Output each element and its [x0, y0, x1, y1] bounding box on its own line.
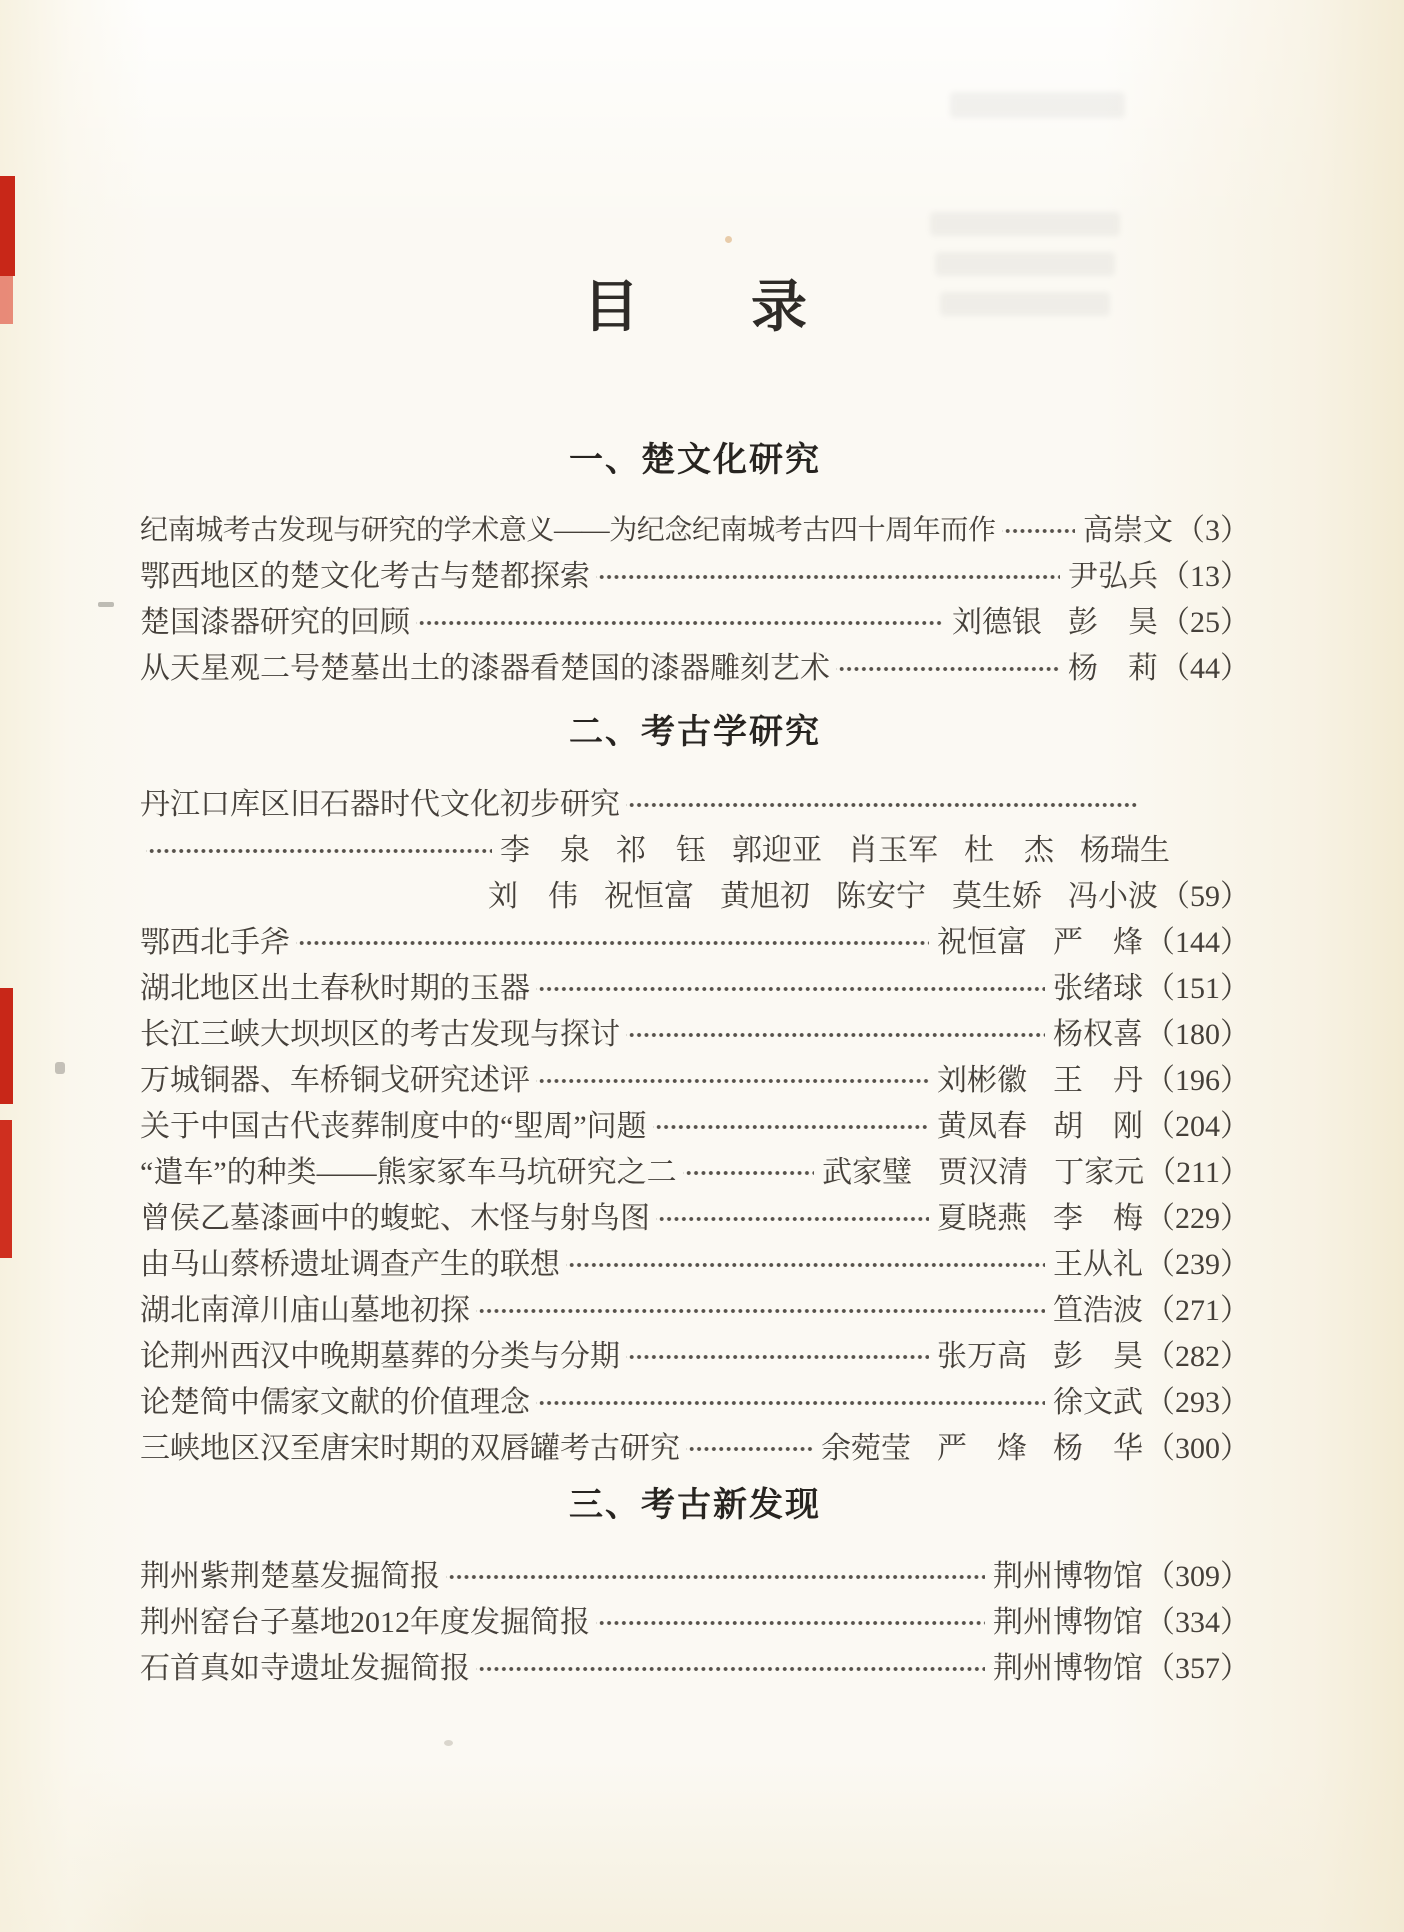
toc-entry — [140, 1242, 1250, 1288]
page-number: （13） — [1160, 560, 1250, 593]
page-number: （282） — [1145, 1340, 1250, 1373]
toc-entry — [140, 1104, 1250, 1150]
author-name: 张万高 — [937, 1340, 1027, 1373]
author-list — [821, 1426, 1143, 1472]
author-name: 杨 华 — [1053, 1432, 1143, 1465]
dotted-leader — [836, 646, 1060, 692]
dotted-leader — [296, 920, 929, 966]
dotted-leader — [1002, 508, 1075, 554]
scan-speck — [98, 602, 114, 607]
book-cover-red-edge — [0, 276, 13, 324]
author-name: 刘彬徽 — [937, 1064, 1027, 1097]
author-list — [993, 1600, 1143, 1646]
page-number: （196） — [1145, 1064, 1250, 1097]
page-number: （180） — [1145, 1018, 1250, 1051]
dotted-leader — [596, 554, 1060, 600]
author-list — [1068, 554, 1158, 600]
author-list — [488, 874, 1158, 920]
toc-entry — [140, 600, 1250, 646]
section-heading: 二、考古学研究 — [569, 713, 821, 751]
entry-title: “遣车”的种类——熊家冢车马坑研究之二 — [140, 1156, 677, 1189]
page-number: （44） — [1160, 652, 1250, 685]
toc-entry — [140, 920, 1250, 966]
toc-entry — [140, 874, 1250, 920]
dotted-leader — [566, 1242, 1045, 1288]
dotted-leader — [626, 782, 1137, 828]
author-name: 杨 莉 — [1068, 652, 1158, 685]
scan-speck — [55, 1062, 65, 1074]
toc-entry — [140, 1426, 1250, 1472]
toc-entry — [140, 1288, 1250, 1334]
entry-title: 荆州紫荆楚墓发掘简报 — [140, 1560, 440, 1593]
author-name: 郭迎亚 — [732, 834, 822, 867]
author-name: 荆州博物馆 — [993, 1652, 1143, 1685]
page-number: （229） — [1145, 1202, 1250, 1235]
dotted-leader — [656, 1196, 929, 1242]
author-name: 彭 昊 — [1053, 1340, 1143, 1373]
page-number: （151） — [1145, 972, 1250, 1005]
entry-title: 纪南城考古发现与研究的学术意义——为纪念纪南城考古四十周年而作 — [140, 515, 996, 546]
author-list — [937, 1196, 1143, 1242]
page-number: （271） — [1145, 1294, 1250, 1327]
toc-entry — [140, 1150, 1250, 1196]
entry-title: 由马山蔡桥遗址调查产生的联想 — [140, 1248, 560, 1281]
page-number: （293） — [1145, 1386, 1250, 1419]
entry-title: 万城铜器、车桥铜戈研究述评 — [140, 1064, 530, 1097]
author-name: 武家璧 — [822, 1156, 913, 1189]
dotted-leader — [476, 1288, 1045, 1334]
page-number: （309） — [1145, 1560, 1250, 1593]
author-name: 丁家元 — [1054, 1156, 1145, 1189]
entry-title: 楚国漆器研究的回顾 — [140, 606, 410, 639]
toc-entry — [140, 1058, 1250, 1104]
author-name: 黄凤春 — [937, 1110, 1027, 1143]
author-name: 夏晓燕 — [937, 1202, 1027, 1235]
author-list — [1068, 646, 1158, 692]
page-number: （300） — [1145, 1432, 1250, 1465]
dotted-leader — [683, 1150, 814, 1196]
entry-title: 湖北南漳川庙山墓地初探 — [140, 1294, 470, 1327]
dotted-leader — [653, 1104, 929, 1150]
page-number: （3） — [1175, 514, 1250, 547]
author-name: 杨瑞生 — [1080, 834, 1170, 867]
entry-title: 湖北地区出土春秋时期的玉器 — [140, 972, 530, 1005]
author-name: 荆州博物馆 — [993, 1560, 1143, 1593]
dotted-leader — [536, 966, 1045, 1012]
entry-title: 鄂西北手斧 — [140, 926, 290, 959]
author-name: 肖玉军 — [848, 834, 938, 867]
author-name: 严 烽 — [1053, 926, 1143, 959]
section-heading: 一、楚文化研究 — [569, 441, 821, 479]
author-name: 张绪球 — [1053, 972, 1143, 1005]
author-name: 贾汉清 — [938, 1156, 1029, 1189]
entry-title: 从天星观二号楚墓出土的漆器看楚国的漆器雕刻艺术 — [140, 652, 830, 685]
author-name: 徐文武 — [1053, 1386, 1143, 1419]
author-name: 祝恒富 — [937, 926, 1027, 959]
dotted-leader — [596, 1600, 985, 1646]
author-list — [937, 1334, 1143, 1380]
dotted-leader — [476, 1646, 985, 1692]
book-cover-red-edge — [0, 1120, 12, 1258]
dotted-leader — [626, 1334, 929, 1380]
author-name: 余菀莹 — [821, 1432, 911, 1465]
author-name: 尹弘兵 — [1068, 560, 1158, 593]
book-cover-red-edge — [0, 988, 13, 1104]
author-name: 祝恒富 — [604, 880, 694, 913]
page-title: 目 录 — [583, 277, 807, 339]
dotted-leader — [626, 1012, 1045, 1058]
dotted-leader — [146, 828, 492, 874]
page-number: （25） — [1160, 606, 1250, 639]
author-list — [993, 1554, 1143, 1600]
author-list — [993, 1646, 1143, 1692]
toc-entry — [140, 1012, 1250, 1058]
author-list — [1053, 1242, 1143, 1288]
toc-entry — [140, 782, 1250, 828]
dotted-leader — [446, 1554, 985, 1600]
author-name: 刘德银 — [952, 606, 1042, 639]
author-name: 祁 钰 — [616, 834, 706, 867]
toc-entry — [140, 1646, 1250, 1692]
entry-title: 石首真如寺遗址发掘简报 — [140, 1652, 470, 1685]
author-name: 王 丹 — [1053, 1064, 1143, 1097]
author-name: 黄旭初 — [720, 880, 810, 913]
page-number: （59） — [1160, 880, 1250, 913]
author-list — [822, 1150, 1144, 1196]
page-number: （211） — [1146, 1156, 1250, 1189]
toc-entry — [140, 828, 1250, 874]
toc-entry — [140, 554, 1250, 600]
entry-title: 鄂西地区的楚文化考古与楚都探索 — [140, 560, 590, 593]
toc-entry — [140, 966, 1250, 1012]
author-name: 杜 杰 — [964, 834, 1054, 867]
entry-title: 荆州窑台子墓地2012年度发掘简报 — [140, 1606, 590, 1639]
author-list — [1053, 1012, 1143, 1058]
author-name: 严 烽 — [937, 1432, 1027, 1465]
dotted-leader — [536, 1380, 1045, 1426]
dotted-leader — [536, 1058, 929, 1104]
entry-title: 丹江口库区旧石器时代文化初步研究 — [140, 788, 620, 821]
entry-title: 长江三峡大坝坝区的考古发现与探讨 — [140, 1018, 620, 1051]
dotted-leader — [416, 600, 944, 646]
page-number: （334） — [1145, 1606, 1250, 1639]
toc-content — [140, 0, 1250, 1692]
entry-title: 三峡地区汉至唐宋时期的双唇罐考古研究 — [140, 1432, 680, 1465]
author-name: 刘 伟 — [488, 880, 578, 913]
author-name: 荆州博物馆 — [993, 1606, 1143, 1639]
scan-speck — [444, 1740, 453, 1746]
author-name: 高崇文 — [1083, 514, 1173, 547]
author-list — [937, 1058, 1143, 1104]
author-list — [1083, 508, 1173, 554]
entry-title: 关于中国古代丧葬制度中的“堲周”问题 — [140, 1110, 647, 1143]
author-name: 李 梅 — [1053, 1202, 1143, 1235]
author-name: 彭 昊 — [1068, 606, 1158, 639]
page-number: （144） — [1145, 926, 1250, 959]
toc-entry — [140, 1554, 1250, 1600]
author-list — [1053, 1380, 1143, 1426]
author-list — [1053, 1288, 1143, 1334]
author-name: 杨权喜 — [1053, 1018, 1143, 1051]
entry-title: 论荆州西汉中晚期墓葬的分类与分期 — [140, 1340, 620, 1373]
dotted-leader — [686, 1426, 813, 1472]
toc-entry — [140, 646, 1250, 692]
author-name: 王从礼 — [1053, 1248, 1143, 1281]
entry-title: 曾侯乙墓漆画中的蝮蛇、木怪与射鸟图 — [140, 1202, 650, 1235]
toc-entry — [140, 508, 1250, 554]
page-number: （239） — [1145, 1248, 1250, 1281]
author-name: 莫生娇 — [952, 880, 1042, 913]
author-list — [1053, 966, 1143, 1012]
toc-entry — [140, 1380, 1250, 1426]
book-cover-red-edge — [0, 176, 15, 276]
page-number: （204） — [1145, 1110, 1250, 1143]
author-name: 陈安宁 — [836, 880, 926, 913]
toc-entry — [140, 1196, 1250, 1242]
author-name: 胡 刚 — [1053, 1110, 1143, 1143]
author-list — [952, 600, 1158, 646]
toc-sections — [140, 338, 1250, 1692]
author-name: 笪浩波 — [1053, 1294, 1143, 1327]
toc-entry — [140, 1600, 1250, 1646]
author-name: 冯小波 — [1068, 880, 1158, 913]
toc-entry — [140, 1334, 1250, 1380]
section-heading: 三、考古新发现 — [569, 1486, 821, 1524]
author-list — [937, 920, 1143, 966]
author-list — [500, 828, 1170, 874]
page-number: （357） — [1145, 1652, 1250, 1685]
entry-title: 论楚简中儒家文献的价值理念 — [140, 1386, 530, 1419]
author-list — [937, 1104, 1143, 1150]
author-name: 李 泉 — [500, 834, 590, 867]
